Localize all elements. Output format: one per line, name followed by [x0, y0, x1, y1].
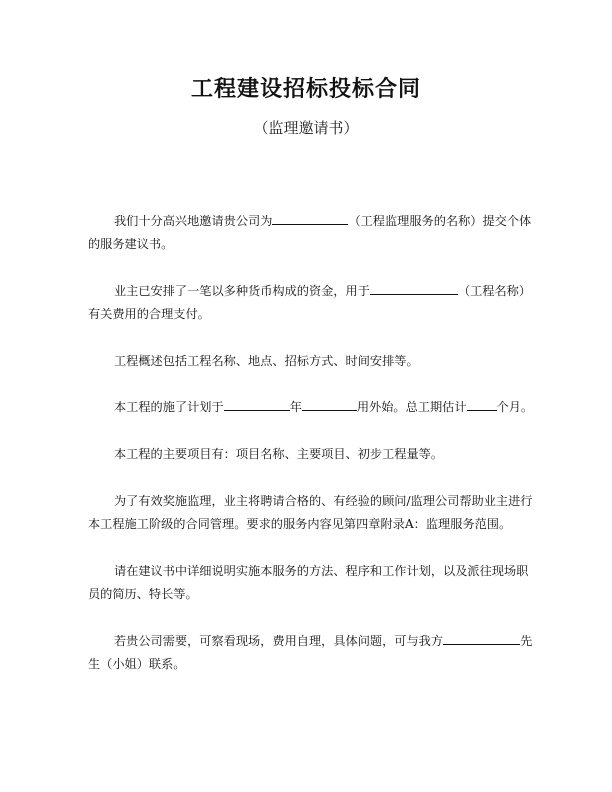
text: 个月。 — [496, 400, 534, 414]
text: 生（小姐）联系。 — [88, 657, 186, 671]
text: 业主已安排了一笔以多种货币构成的资金，用于 — [114, 284, 370, 298]
blank-service-name — [272, 211, 348, 225]
text: （工程名称） — [457, 284, 532, 298]
text: 本工程施工阶级的合同管理。要求的服务内容见第四章附录A：监理服务范围。 — [88, 517, 512, 531]
paragraph-invitation — [88, 210, 532, 256]
blank-month — [302, 397, 357, 411]
text: 我们十分高兴地邀请贵公司为 — [114, 214, 273, 228]
paragraph-contact — [88, 630, 533, 676]
paragraph-schedule — [88, 396, 534, 419]
blank-contact-name — [443, 631, 520, 645]
paragraph-funding — [88, 280, 532, 326]
document-title: 工程建设招标投标合同 — [190, 77, 421, 102]
text: 请在建议书中详细说明实施本服务的方法、程序和工作计划，以及派往现场职 — [114, 564, 529, 578]
text: 员的简历、特长等。 — [88, 587, 198, 601]
paragraph-proposal-details — [88, 560, 529, 606]
text: 本工程的施了计划于 — [114, 400, 224, 414]
paragraph-supervision — [88, 490, 533, 536]
blank-duration — [467, 397, 497, 411]
document-subtitle: （监理邀请书） — [253, 119, 359, 137]
paragraph-main-items — [88, 443, 523, 466]
text: 用外始。总工期估计 — [356, 400, 467, 414]
paragraph-overview — [88, 350, 523, 373]
text: 若贵公司需要，可察看现场，费用自理，具体问题，可与我方 — [114, 634, 444, 648]
text: 先 — [520, 634, 533, 648]
text: （工程监理服务的名称）提交个体 — [348, 214, 532, 228]
text: 为了有效奖施监理，业主将聘请合格的、有经验的顾问/监理公司帮助业主进行 — [114, 494, 533, 508]
text: 本工程的主要项目有：项目名称、主要项目、初步工程量等。 — [114, 447, 444, 461]
blank-year — [224, 397, 290, 411]
text: 有关费用的合理支付。 — [88, 307, 210, 321]
text: 工程概述包括工程名称、地点、招标方式、时间安排等。 — [114, 354, 419, 368]
text: 年 — [289, 400, 302, 414]
blank-project-name — [370, 281, 458, 295]
text: 的服务建议书。 — [88, 237, 174, 251]
